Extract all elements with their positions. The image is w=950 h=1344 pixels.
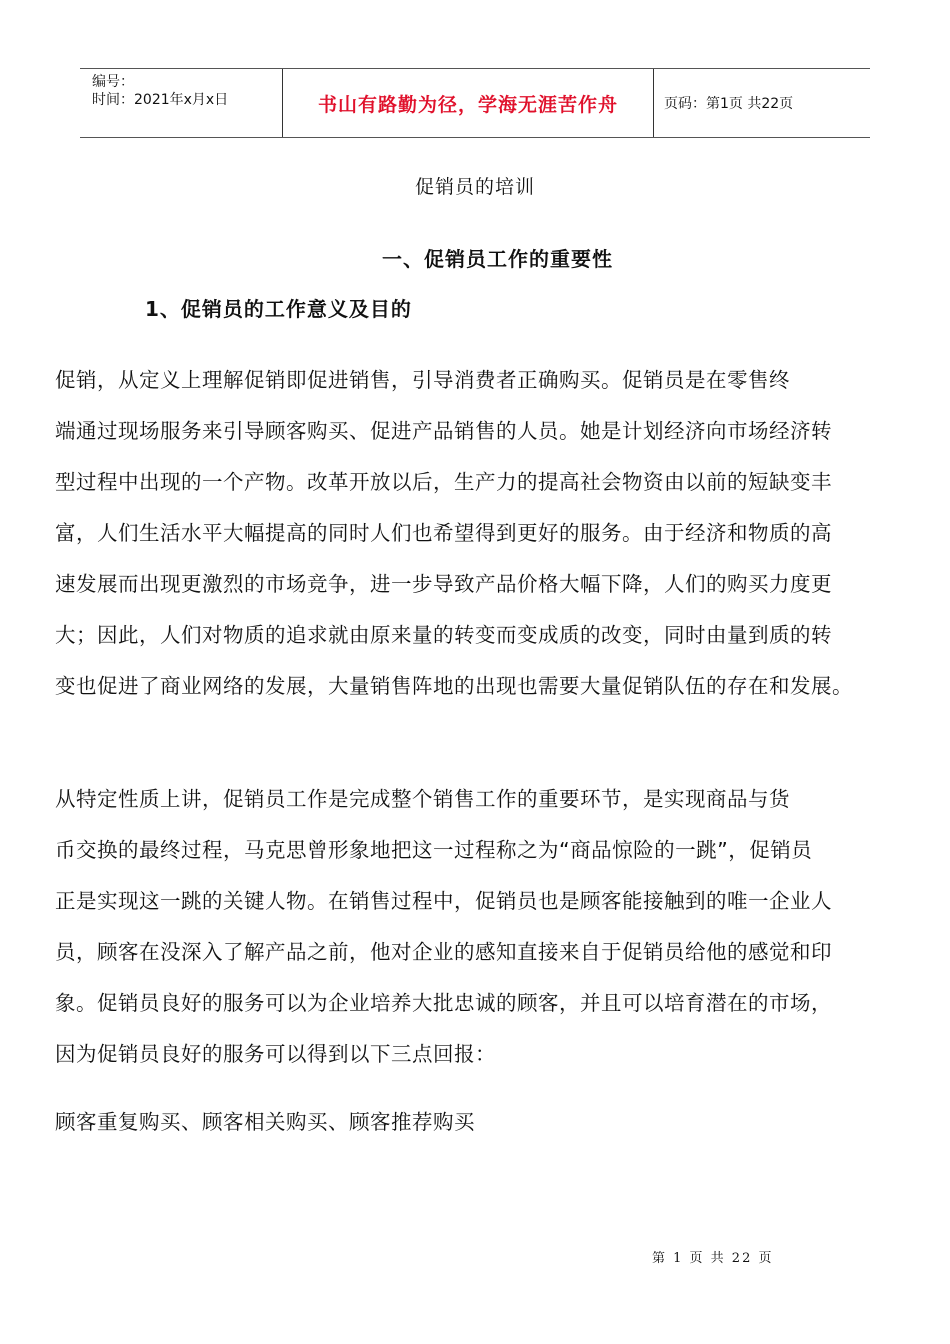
paragraph-3 <box>55 1097 895 1148</box>
document-title: 促销员的培训 <box>414 176 535 198</box>
header-meta <box>80 69 282 137</box>
paragraph-line: 顾客重复购买、顾客相关购买、顾客推荐购买 <box>55 1110 475 1134</box>
subsection-heading: 1、促销员的工作意义及目的 <box>145 297 412 321</box>
paragraph-line: 变也促进了商业网络的发展，大量销售阵地的出现也需要大量促销队伍的存在和发展。 <box>55 674 853 698</box>
paragraph-2 <box>55 774 895 1080</box>
paragraph-line: 因为促销员良好的服务可以得到以下三点回报： <box>55 1042 496 1066</box>
paragraph-line: 币交换的最终过程，马克思曾形象地把这一过程称之为“商品惊险的一跳”，促销员 <box>55 838 813 862</box>
header-motto: 书山有路勤为径，学海无涯苦作舟 <box>317 93 618 116</box>
paragraph-line: 正是实现这一跳的关键人物。在销售过程中，促销员也是顾客能接触到的唯一企业人 <box>55 889 832 913</box>
paragraph-line: 端通过现场服务来引导顾客购买、促进产品销售的人员。她是计划经济向市场经济转 <box>55 419 832 443</box>
page-header <box>80 68 870 138</box>
paragraph-line: 促销，从定义上理解促销即促进销售，引导消费者正确购买。促销员是在零售终 <box>55 368 790 392</box>
paragraph-line: 大；因此，人们对物质的追求就由原来量的转变而变成质的改变，同时由量到质的转 <box>55 623 832 647</box>
page-footer: 第 1 页 共 22 页 <box>652 1251 774 1266</box>
paragraph-line: 从特定性质上讲，促销员工作是完成整个销售工作的重要环节，是实现商品与货 <box>55 787 790 811</box>
header-motto-cell <box>282 69 654 137</box>
paragraph-line: 员，顾客在没深入了解产品之前，他对企业的感知直接来自于促销员给他的感觉和印 <box>55 940 832 964</box>
paragraph-line: 速发展而出现更激烈的市场竞争，进一步导致产品价格大幅下降，人们的购买力度更 <box>55 572 832 596</box>
paragraph-line: 富，人们生活水平大幅提高的同时人们也希望得到更好的服务。由于经济和物质的高 <box>55 521 832 545</box>
document-number-label: 编号： <box>92 74 134 90</box>
paragraph-line: 型过程中出现的一个产物。改革开放以后，生产力的提高社会物资由以前的短缺变丰 <box>55 470 832 494</box>
paragraph-1 <box>55 355 895 712</box>
document-date-label: 时间：2021年x月x日 <box>92 92 229 108</box>
section-heading: 一、促销员工作的重要性 <box>382 247 613 271</box>
header-page-info: 页码：第1页 共22页 <box>664 96 794 112</box>
paragraph-line: 象。促销员良好的服务可以为企业培养大批忠诚的顾客，并且可以培育潜在的市场， <box>55 991 832 1015</box>
